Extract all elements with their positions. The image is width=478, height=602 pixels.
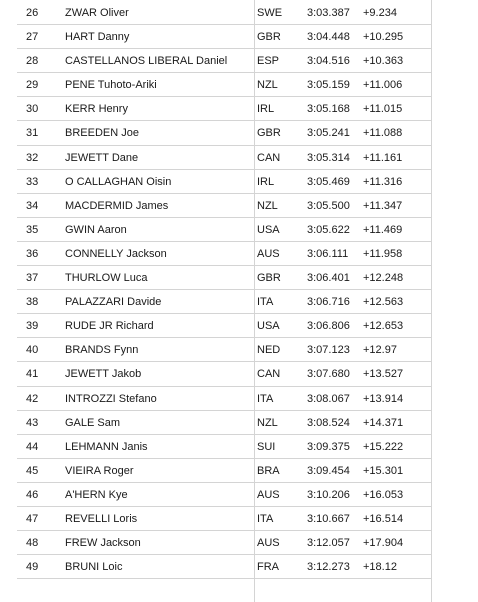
time-cell: 3:05.168 [307, 103, 350, 116]
table-row [17, 459, 431, 483]
rider-name-cell: MACDERMID James [65, 199, 169, 212]
nation-cell: CAN [257, 368, 281, 381]
rank-cell: 34 [26, 199, 39, 212]
nation-cell: AUS [257, 247, 280, 260]
nation-cell: IRL [257, 175, 275, 188]
rider-name-cell: PALAZZARI Davide [65, 296, 162, 309]
time-cell: 3:05.622 [307, 223, 350, 236]
nation-cell: GBR [257, 272, 281, 285]
rider-name-cell: ZWAR Oliver [65, 7, 129, 19]
gap-cell: +12.563 [363, 296, 404, 309]
nation-cell: AUS [257, 488, 280, 501]
rider-name-cell: THURLOW Luca [65, 272, 148, 285]
rider-name-cell: A'HERN Kye [65, 488, 128, 501]
rider-name-cell: FREW Jackson [65, 537, 141, 550]
nation-cell: SUI [257, 440, 276, 453]
gap-cell: +11.469 [363, 223, 403, 236]
rider-name-cell: JEWETT Dane [65, 151, 139, 164]
time-cell: 3:06.111 [307, 247, 349, 260]
table-row [17, 314, 431, 338]
rank-cell: 37 [26, 272, 39, 285]
rider-name-cell: BRUNI Loic [65, 561, 123, 574]
time-cell: 3:06.806 [307, 320, 350, 333]
gap-cell: +11.006 [363, 79, 403, 92]
gap-cell: +18.12 [363, 561, 397, 574]
nation-cell: SWE [257, 7, 283, 19]
time-cell: 3:05.314 [307, 151, 350, 164]
rank-cell: 41 [26, 368, 39, 381]
rider-name-cell: CONNELLY Jackson [65, 247, 167, 260]
time-cell: 3:03.387 [307, 7, 350, 19]
nation-cell: USA [257, 223, 280, 236]
nation-cell: CAN [257, 151, 281, 164]
nation-cell: ITA [257, 392, 274, 405]
gap-cell: +11.088 [363, 127, 403, 140]
table-row [17, 531, 431, 555]
time-cell: 3:05.469 [307, 175, 350, 188]
table-row [17, 555, 431, 579]
table-row [17, 242, 431, 266]
gap-cell: +15.222 [363, 440, 404, 453]
table-row [17, 387, 431, 411]
rider-name-cell: GWIN Aaron [65, 223, 127, 236]
rider-name-cell: HART Danny [65, 31, 130, 44]
rank-cell: 49 [26, 561, 39, 574]
time-cell: 3:06.716 [307, 296, 350, 309]
time-cell: 3:04.448 [307, 31, 350, 44]
table-row [17, 1, 431, 25]
gap-cell: +16.514 [363, 512, 404, 525]
gap-cell: +10.295 [363, 31, 404, 44]
rider-name-cell: RUDE JR Richard [65, 320, 154, 333]
rider-name-cell: REVELLI Loris [65, 512, 138, 525]
time-cell: 3:09.375 [307, 440, 350, 453]
gap-cell: +12.97 [363, 344, 397, 357]
gap-cell: +11.161 [363, 151, 403, 164]
table-row [17, 435, 431, 459]
table-row [17, 194, 431, 218]
nation-cell: NED [257, 344, 281, 357]
table-row [17, 411, 431, 435]
time-cell: 3:10.206 [307, 488, 350, 501]
rider-name-cell: INTROZZI Stefano [65, 392, 157, 405]
rider-name-cell: KERR Henry [65, 103, 128, 116]
nation-cell: NZL [257, 79, 278, 92]
rank-cell: 40 [26, 344, 39, 357]
time-cell: 3:05.500 [307, 199, 350, 212]
rank-cell: 26 [26, 7, 39, 19]
rank-cell: 33 [26, 175, 39, 188]
gap-cell: +11.958 [363, 247, 403, 260]
table-row [17, 338, 431, 362]
gap-cell: +15.301 [363, 464, 404, 477]
nation-cell: USA [257, 320, 280, 333]
rank-cell: 27 [26, 31, 39, 44]
table-row [17, 121, 431, 145]
rider-name-cell: PENE Tuhoto-Ariki [65, 79, 157, 92]
time-cell: 3:12.273 [307, 561, 350, 574]
rider-name-cell: VIEIRA Roger [65, 464, 134, 477]
time-cell: 3:12.057 [307, 537, 350, 550]
time-cell: 3:04.516 [307, 55, 350, 68]
table-row [17, 483, 431, 507]
time-cell: 3:05.159 [307, 79, 350, 92]
gap-cell: +16.053 [363, 488, 404, 501]
column-divider-right [431, 0, 432, 602]
rank-cell: 45 [26, 464, 39, 477]
rider-name-cell: BREEDEN Joe [65, 127, 139, 140]
nation-cell: FRA [257, 561, 279, 574]
nation-cell: NZL [257, 199, 278, 212]
rider-name-cell: LEHMANN Janis [65, 440, 148, 453]
table-row [17, 507, 431, 531]
time-cell: 3:06.401 [307, 272, 350, 285]
time-cell: 3:08.067 [307, 392, 350, 405]
rank-cell: 47 [26, 512, 39, 525]
gap-cell: +11.347 [363, 199, 403, 212]
table-row [17, 73, 431, 97]
nation-cell: NZL [257, 416, 278, 429]
time-cell: 3:05.241 [307, 127, 350, 140]
gap-cell: +11.316 [363, 175, 403, 188]
gap-cell: +11.015 [363, 103, 403, 116]
time-cell: 3:10.667 [307, 512, 350, 525]
table-row [17, 25, 431, 49]
gap-cell: +12.653 [363, 320, 404, 333]
nation-cell: GBR [257, 31, 281, 44]
rider-name-cell: GALE Sam [65, 416, 121, 429]
rank-cell: 43 [26, 416, 39, 429]
table-row [17, 290, 431, 314]
gap-cell: +9.234 [363, 7, 397, 19]
rank-cell: 36 [26, 247, 39, 260]
rank-cell: 28 [26, 55, 39, 68]
time-cell: 3:07.123 [307, 344, 350, 357]
gap-cell: +17.904 [363, 537, 404, 550]
nation-cell: GBR [257, 127, 281, 140]
table-row [17, 146, 431, 170]
rank-cell: 39 [26, 320, 39, 333]
table-row [17, 362, 431, 386]
time-cell: 3:07.680 [307, 368, 350, 381]
rank-cell: 35 [26, 223, 39, 236]
table-row [17, 49, 431, 73]
nation-cell: IRL [257, 103, 275, 116]
gap-cell: +10.363 [363, 55, 404, 68]
gap-cell: +13.914 [363, 392, 404, 405]
nation-cell: BRA [257, 464, 280, 477]
rank-cell: 46 [26, 488, 39, 501]
results-table [17, 1, 431, 579]
rank-cell: 42 [26, 392, 39, 405]
nation-cell: ESP [257, 55, 280, 68]
gap-cell: +13.527 [363, 368, 404, 381]
table-row [17, 218, 431, 242]
rank-cell: 31 [26, 127, 39, 140]
rank-cell: 44 [26, 440, 39, 453]
rank-cell: 32 [26, 151, 39, 164]
rider-name-cell: CASTELLANOS LIBERAL Daniel [65, 55, 228, 68]
gap-cell: +14.371 [363, 416, 404, 429]
rank-cell: 30 [26, 103, 39, 116]
gap-cell: +12.248 [363, 272, 404, 285]
nation-cell: ITA [257, 296, 274, 309]
rank-cell: 48 [26, 537, 39, 550]
rider-name-cell: BRANDS Fynn [65, 344, 139, 357]
time-cell: 3:08.524 [307, 416, 350, 429]
nation-cell: ITA [257, 512, 274, 525]
rider-name-cell: JEWETT Jakob [65, 368, 142, 381]
table-row [17, 266, 431, 290]
nation-cell: AUS [257, 537, 280, 550]
time-cell: 3:09.454 [307, 464, 350, 477]
rank-cell: 38 [26, 296, 39, 309]
rider-name-cell: O CALLAGHAN Oisin [65, 175, 172, 188]
table-row [17, 97, 431, 121]
rank-cell: 29 [26, 79, 39, 92]
table-row [17, 170, 431, 194]
